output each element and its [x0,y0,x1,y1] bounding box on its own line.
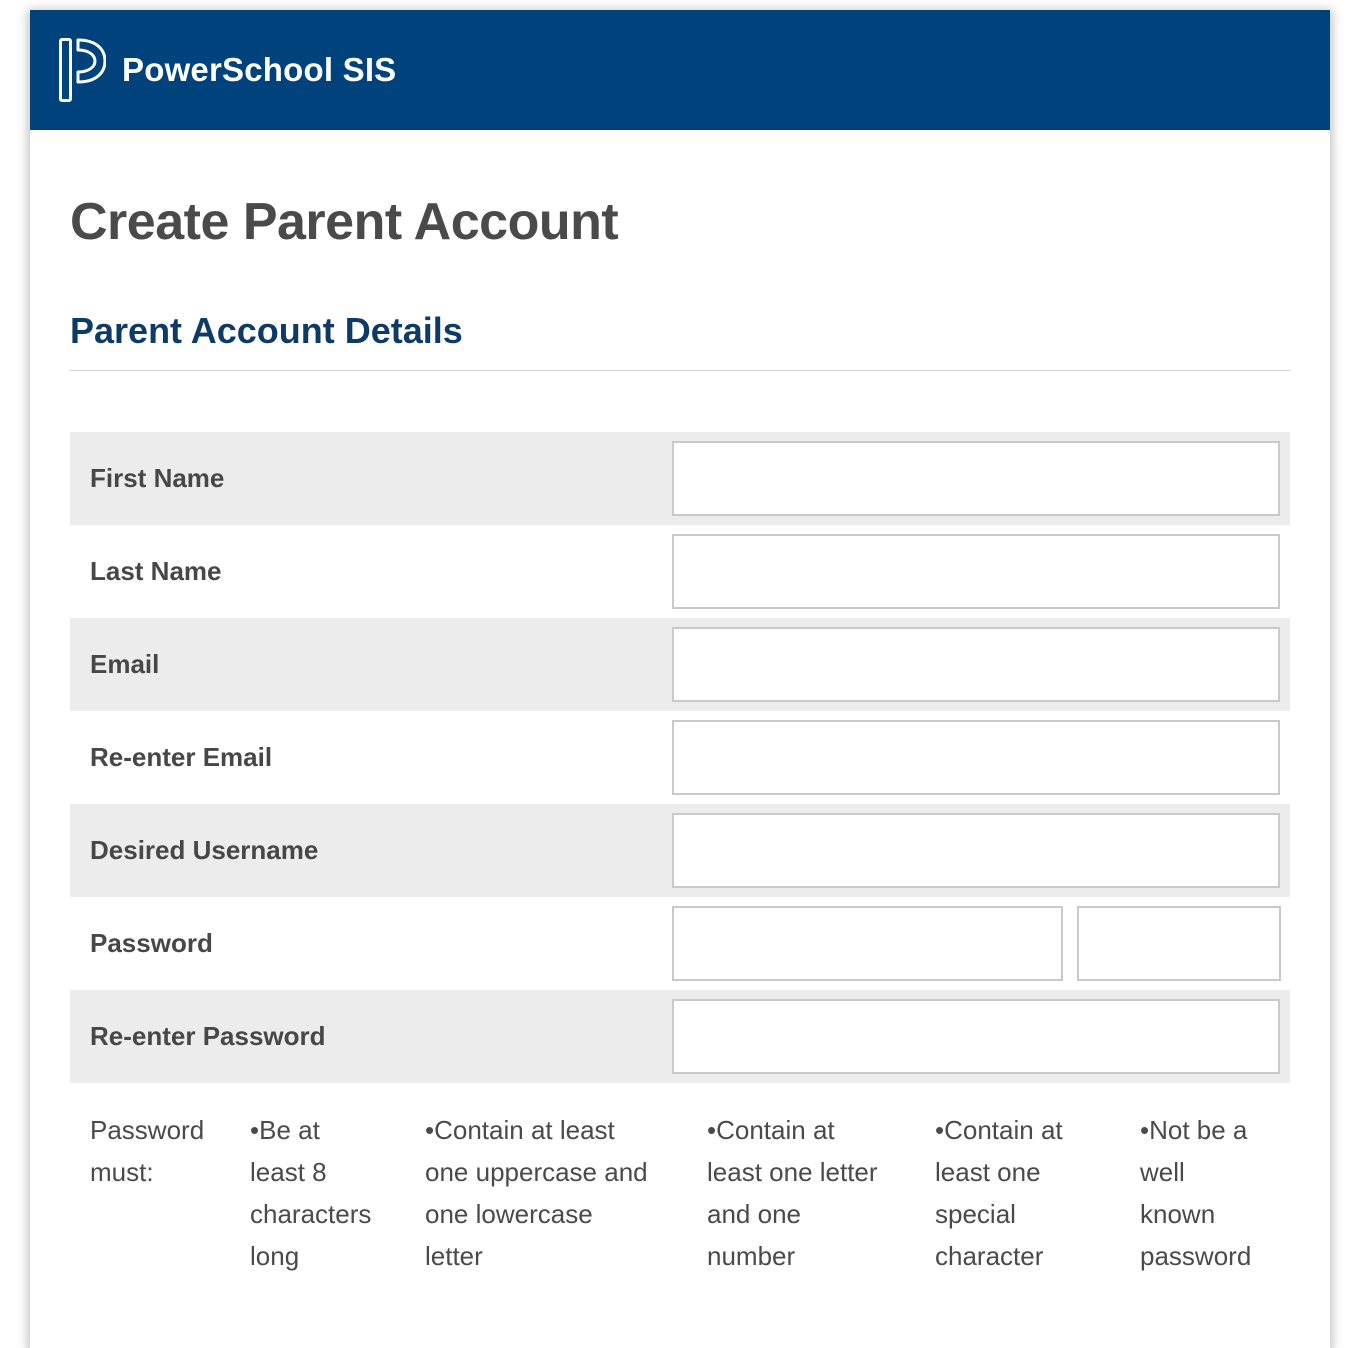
app-title: PowerSchool SIS [122,51,397,88]
requirement-line: must: [90,1157,154,1187]
requirement-line: one uppercase and [425,1157,648,1187]
requirement-line: known [1140,1199,1216,1229]
password-requirement-special-char [935,1109,1140,1277]
requirement-line: •Not be a [1140,1115,1248,1145]
requirement-line: letter [425,1241,483,1271]
requirement-line: least 8 [250,1157,327,1187]
password-strength-box [1077,906,1281,981]
requirement-line: one lowercase [425,1199,593,1229]
form-row-desired-username [70,804,1290,897]
password-requirements [70,1109,1290,1277]
last-name-label: Last Name [90,556,222,586]
form-row-last-name [70,525,1290,618]
first-name-label: First Name [90,463,225,493]
requirement-line: least one [935,1157,1041,1187]
email-label: Email [90,649,160,679]
requirement-line: •Contain at [707,1115,835,1145]
page-card [30,10,1330,1348]
requirement-line: well [1140,1157,1185,1187]
form-row-reenter-password [70,990,1290,1083]
password-requirement-case [425,1109,707,1277]
password-must-label [90,1109,250,1277]
powerschool-logo-icon [58,36,106,104]
requirement-line: password [1140,1241,1252,1271]
password-requirement-not-well-known [1140,1109,1251,1277]
requirement-line: number [707,1241,796,1271]
requirement-line: character [935,1241,1044,1271]
account-form [70,432,1290,1083]
password-requirement-letter-number [707,1109,935,1277]
page-title: Create Parent Account [70,193,619,251]
requirement-line: •Contain at least [425,1115,615,1145]
requirement-line: Password [90,1115,205,1145]
form-row-reenter-email [70,711,1290,804]
desired-username-input[interactable] [672,813,1280,888]
email-input[interactable] [672,627,1280,702]
password-label: Password [90,928,213,958]
first-name-input[interactable] [672,441,1280,516]
requirement-line: •Be at [250,1115,320,1145]
form-row-first-name [70,432,1290,525]
requirement-line: •Contain at [935,1115,1063,1145]
form-row-password [70,897,1290,990]
requirement-line: long [250,1241,300,1271]
requirement-line: special [935,1199,1016,1229]
reenter-email-input[interactable] [672,720,1280,795]
requirement-line: least one letter [707,1157,878,1187]
desired-username-label: Desired Username [90,835,319,865]
reenter-email-label: Re-enter Email [90,742,273,772]
requirement-line: characters [250,1199,372,1229]
app-header [30,10,1330,130]
section-heading: Parent Account Details [70,310,463,351]
section-divider [70,370,1290,371]
form-row-email [70,618,1290,711]
reenter-password-input[interactable] [672,999,1280,1074]
main-content [30,192,1330,1277]
password-requirement-length [250,1109,425,1277]
requirement-line: and one [707,1199,801,1229]
last-name-input[interactable] [672,534,1280,609]
password-input[interactable] [672,906,1063,981]
reenter-password-label: Re-enter Password [90,1021,326,1051]
